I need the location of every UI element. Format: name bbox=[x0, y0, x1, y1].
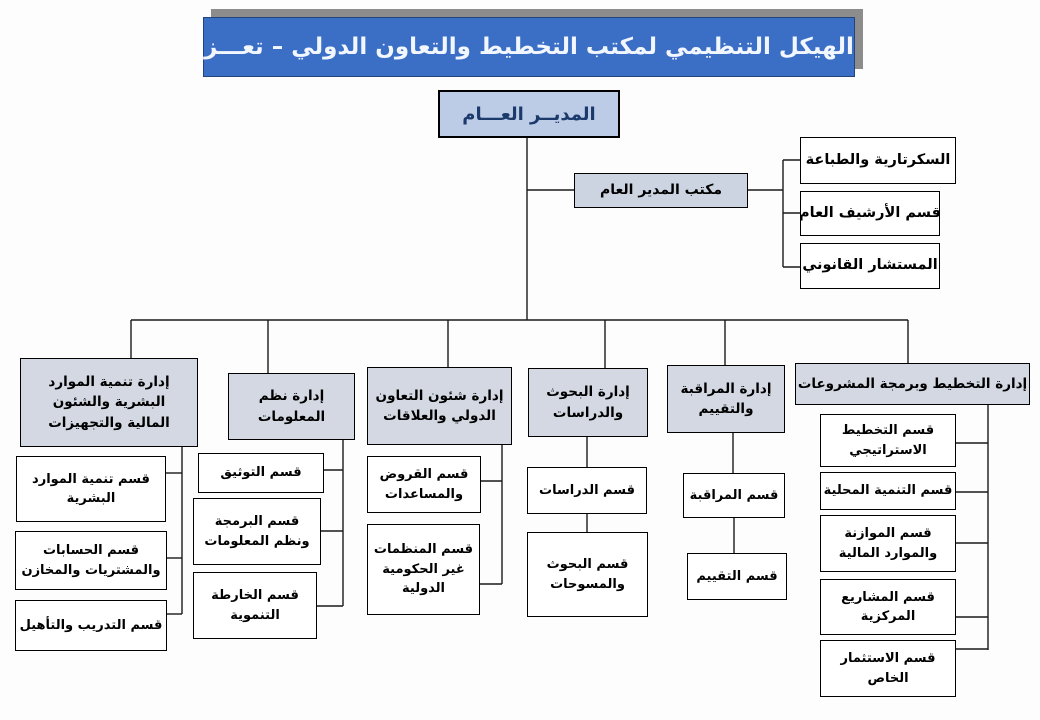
section-label-line: الدولية bbox=[402, 581, 445, 597]
section-label-line: البشرية bbox=[66, 491, 116, 506]
section-hr-development-box bbox=[16, 456, 166, 522]
top-connectors bbox=[527, 138, 800, 320]
dept-label-line: المعلومات bbox=[257, 408, 326, 425]
section-international-ngos-box bbox=[367, 524, 480, 615]
planning-programming-connectors bbox=[956, 405, 988, 650]
dept-label-line: إدارة نظم bbox=[258, 388, 325, 405]
section-central-projects-box bbox=[820, 579, 956, 635]
section-research-surveys-box bbox=[527, 532, 648, 617]
section-label-line: قسم التنمية المحلية bbox=[823, 483, 953, 499]
dept-label-line: والتقييم bbox=[698, 401, 754, 417]
unit-label: قسم الأرشيف العام bbox=[799, 204, 941, 221]
section-label-line: التنموية bbox=[230, 607, 280, 623]
dept-label-line: والدراسات bbox=[552, 404, 624, 421]
section-local-development-box bbox=[820, 472, 956, 510]
section-label-line: قسم المراقبة bbox=[689, 487, 779, 503]
director-general-label: المديــر العـــام bbox=[462, 103, 596, 125]
dept-planning-programming-box bbox=[795, 363, 1030, 405]
unit-general-archive-box bbox=[800, 191, 940, 236]
section-label-line: قسم البرمجة bbox=[214, 514, 300, 529]
section-label-line: المركزية bbox=[860, 609, 916, 624]
chart-title bbox=[203, 17, 855, 77]
unit-legal-advisor-box bbox=[800, 243, 940, 289]
dept-label-line: المالية والتجهيزات bbox=[48, 414, 170, 431]
dept-hr-finance-box bbox=[20, 358, 198, 447]
hr-finance-connectors bbox=[166, 447, 182, 614]
section-label-line: الاستراتيجي bbox=[849, 442, 927, 458]
dept-label-line: إدارة البحوث bbox=[546, 384, 630, 401]
section-label-line: والمشتريات والمخازن bbox=[21, 562, 161, 578]
director-general-box bbox=[438, 90, 620, 138]
section-label-line: قسم الدراسات bbox=[539, 482, 635, 498]
section-label-line: الخاص bbox=[867, 670, 909, 686]
dept-information-systems-box bbox=[228, 373, 355, 440]
director-office-box bbox=[574, 173, 748, 208]
dept-research-studies-box bbox=[528, 368, 648, 437]
section-label-line: قسم الموازنة bbox=[844, 526, 932, 541]
section-loans-aid-box bbox=[367, 456, 481, 513]
section-label-line: قسم التقييم bbox=[696, 568, 778, 584]
section-budget-financial-resources-box bbox=[820, 515, 956, 572]
section-accounts-procurement-box bbox=[15, 531, 167, 590]
section-private-investment-box bbox=[820, 640, 956, 697]
dept-monitoring-evaluation-box bbox=[667, 365, 785, 433]
unit-label: السكرتارية والطباعة bbox=[805, 151, 951, 168]
section-development-map-box bbox=[193, 572, 317, 639]
unit-label: المستشار القانوني bbox=[802, 257, 938, 274]
section-documentation-box bbox=[198, 453, 324, 493]
section-label-line: قسم التوثيق bbox=[220, 465, 302, 481]
dept-label-line: إدارة المراقبة bbox=[680, 380, 772, 397]
chart-title-text: الهيكل التنظيمي لمكتب التخطيط والتعاون الدولي – تعـــز bbox=[204, 34, 854, 60]
section-training-qualification-box bbox=[15, 600, 167, 651]
section-label-line: قسم التخطيط bbox=[841, 423, 935, 438]
section-monitoring-box bbox=[683, 473, 785, 518]
section-label-line: غير الحكومية bbox=[382, 561, 465, 577]
section-label-line: قسم الاستثمار bbox=[840, 651, 936, 666]
section-label-line: قسم الحسابات bbox=[42, 543, 140, 558]
unit-secretariat-printing-box bbox=[800, 137, 956, 184]
section-label-line: والمسوحات bbox=[550, 576, 625, 592]
section-label-line: قسم البحوث bbox=[546, 557, 629, 572]
section-evaluation-box bbox=[687, 553, 787, 600]
section-label-line: قسم تنمية الموارد bbox=[32, 471, 150, 487]
section-label-line: قسم التدريب والتأهيل bbox=[19, 617, 163, 633]
section-label-line: قسم المشاريع bbox=[841, 589, 935, 605]
international-cooperation-connectors bbox=[480, 445, 502, 584]
dept-label-line: إدارة تنمية الموارد bbox=[48, 374, 170, 391]
dept-label-line: الدولي والعلاقات bbox=[383, 408, 496, 424]
section-label-line: والموارد المالية bbox=[838, 545, 938, 561]
section-label-line: قسم الخارطة bbox=[211, 588, 299, 603]
dept-label-line: إدارة شئون التعاون bbox=[375, 387, 504, 404]
section-programming-infosystems-box bbox=[193, 498, 321, 565]
director-office-label: مكتب المدير العام bbox=[599, 182, 723, 198]
section-studies-box bbox=[527, 467, 647, 514]
section-strategic-planning-box bbox=[820, 414, 956, 467]
section-label-line: ونظم المعلومات bbox=[204, 533, 310, 549]
dept-label-line: البشرية والشئون bbox=[52, 394, 166, 411]
section-label-line: قسم المنظمات bbox=[373, 542, 474, 558]
dept-label-line: إدارة التخطيط وبرمجة المشروعات bbox=[797, 375, 1028, 392]
dept-international-cooperation-box bbox=[367, 367, 512, 445]
section-label-line: والمساعدات bbox=[384, 486, 464, 502]
main-bus-connectors bbox=[131, 320, 908, 373]
section-label-line: قسم القروض bbox=[379, 467, 469, 482]
